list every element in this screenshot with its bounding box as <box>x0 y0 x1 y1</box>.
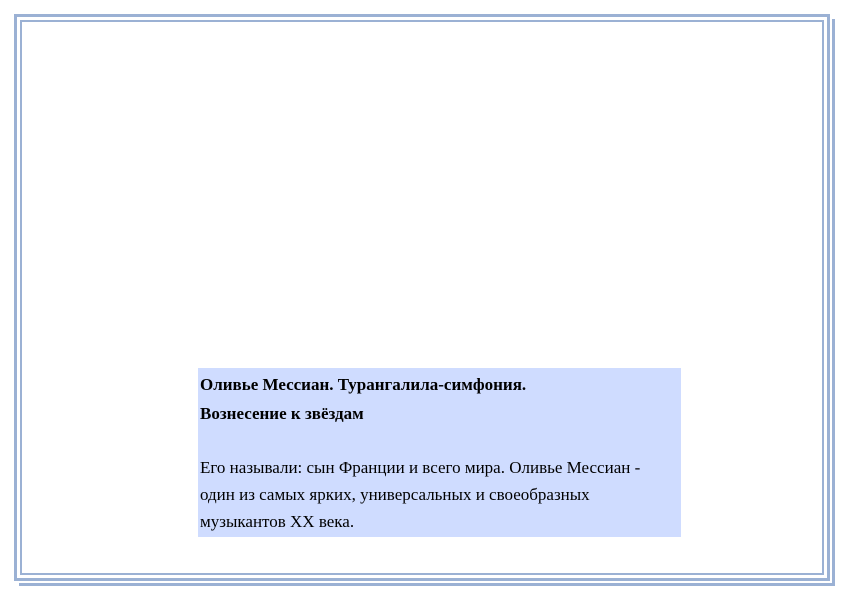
caption-box <box>198 368 681 537</box>
caption-title: Оливье Мессиан. Турангалила-симфония. Вознесение к звёздам <box>200 375 527 423</box>
caption-body: Его называли: сын Франции и всего мира. Оливье Мессиан - один из самых ярких, универсальных и своеобразных музыкантов XX века. <box>200 458 641 531</box>
caption-spacer <box>200 428 679 454</box>
